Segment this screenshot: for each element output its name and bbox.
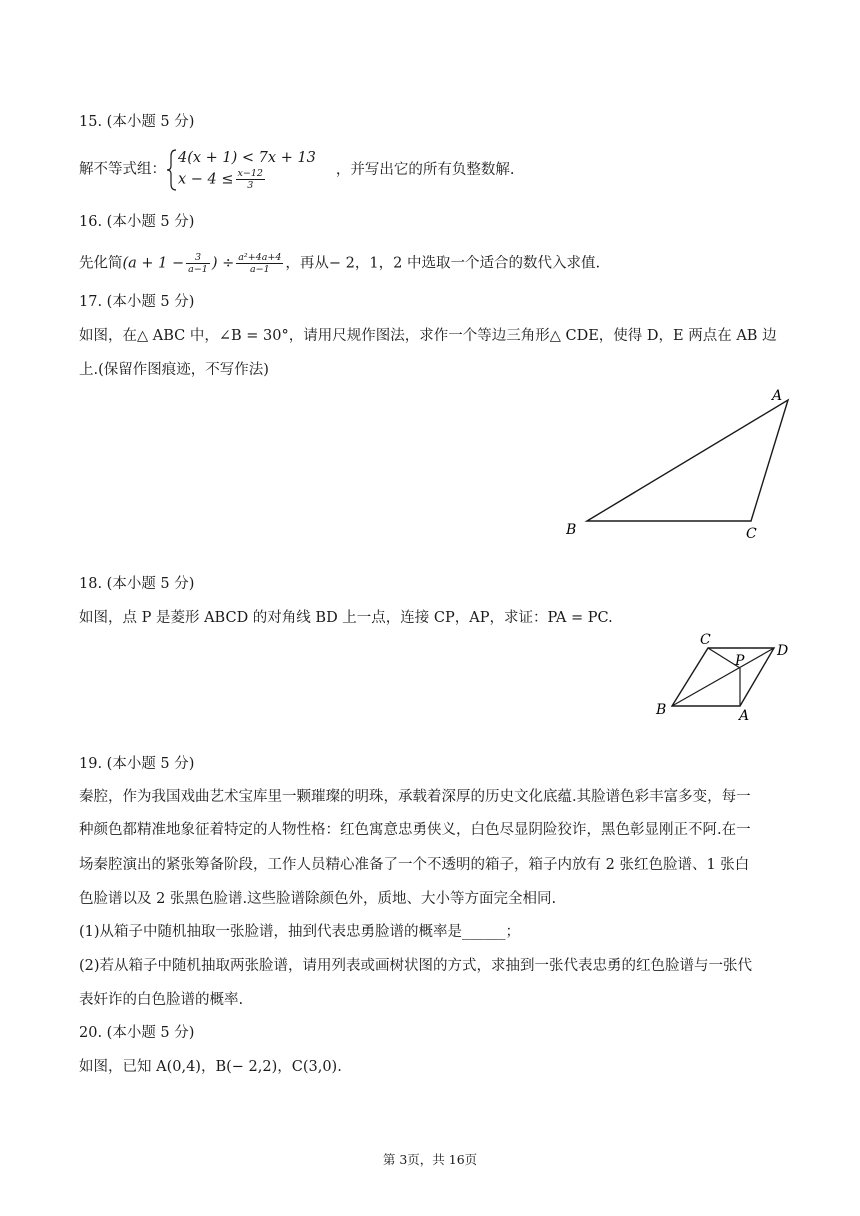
expr-part-a: (a + 1 − [122,255,185,272]
inequality-1: 4(x + 1) < 7x + 13 [178,150,316,166]
label-c: C [700,632,711,648]
label-d: D [777,643,789,659]
left-brace-icon [166,148,178,192]
label-b: B [566,522,577,538]
inequality-2-left: x − 4 ≤ [178,171,234,188]
q18-line1: 如图，点 P 是菱形 ABCD 的对角线 BD 上一点，连接 CP，AP，求证：PA = PC. [79,610,613,626]
q19-subquestion-2-line1: (2)若从箱子中随机抽取两张脸谱，请用列表或画树状图的方式，求抽到一张代表忠勇的红色脸谱与一张代 [79,958,753,974]
label-a: A [772,388,783,404]
q15-body [79,148,515,191]
q16-prefix: 先化简 [79,255,123,272]
q17-line2: 上.(保留作图痕迹，不写作法) [79,362,269,378]
q19-subquestion-2-line2: 表奸诈的白色脸谱的概率. [79,992,244,1008]
q19-header: 19. (本小题 5 分) [79,756,195,772]
q19-para-line2: 种颜色都精准地象征着特定的人物性格：红色寓意忠勇侠义，白色尽显阴险狡诈，黑色彰显刚正不阿.在一 [79,822,751,838]
frac1-denominator: a−1 [188,264,208,275]
q20-header: 20. (本小题 5 分) [79,1025,195,1041]
frac1-numerator: 3 [186,252,210,264]
q19-para-line3: 场秦腔演出的紧张筹备阶段，工作人员精心准备了一个不透明的箱子，箱子内放有 2 张红色脸谱、1 张白 [79,857,750,873]
q17-line1: 如图，在△ ABC 中，∠B = 30°，请用尺规作图法，求作一个等边三角形△ CDE，使得 D，E 两点在 AB 边 [79,328,777,344]
q16-header: 16. (本小题 5 分) [79,214,195,230]
q16-suffix: ，再从− 2，1，2 中选取一个适合的数代入求值. [285,255,601,272]
q20-line1: 如图，已知 A(0,4)，B(− 2,2)，C(3,0). [79,1059,342,1075]
inequality-system [166,148,316,191]
triangle-abc-figure [560,380,810,550]
q15-prefix: 解不等式组： [79,161,166,178]
q16-body [79,252,600,275]
q17-header: 17. (本小题 5 分) [79,294,195,310]
fraction-denominator: 3 [247,180,254,191]
label-a: A [739,708,750,723]
rhombus-abcd-figure [650,628,800,723]
frac2-numerator: a²+4a+4 [238,252,282,263]
q19-para-line1: 秦腔，作为我国戏曲艺术宝库里一颗璀璨的明珠，承载着深厚的历史文化底蕴.其脸谱色彩丰富多变，每一 [79,789,751,805]
frac2-denominator: a−1 [249,264,270,275]
triangle-abc [587,400,788,521]
q15-header: 15. (本小题 5 分) [79,114,195,130]
expr-part-b: ) ÷ [211,255,235,272]
label-c: C [746,526,757,542]
label-b: B [656,702,667,718]
fraction-numerator: x−12 [237,168,263,179]
page-footer: 第 3页，共 16页 [382,1152,478,1167]
label-p: P [735,653,745,669]
q19-subquestion-1: (1)从箱子中随机抽取一张脸谱，抽到代表忠勇脸谱的概率是______； [79,924,521,940]
q15-suffix: ，并写出它的所有负整数解. [335,161,515,178]
q18-header: 18. (本小题 5 分) [79,576,195,592]
q19-para-line4: 色脸谱以及 2 张黑色脸谱.这些脸谱除颜色外，质地、大小等方面完全相同. [79,891,557,907]
